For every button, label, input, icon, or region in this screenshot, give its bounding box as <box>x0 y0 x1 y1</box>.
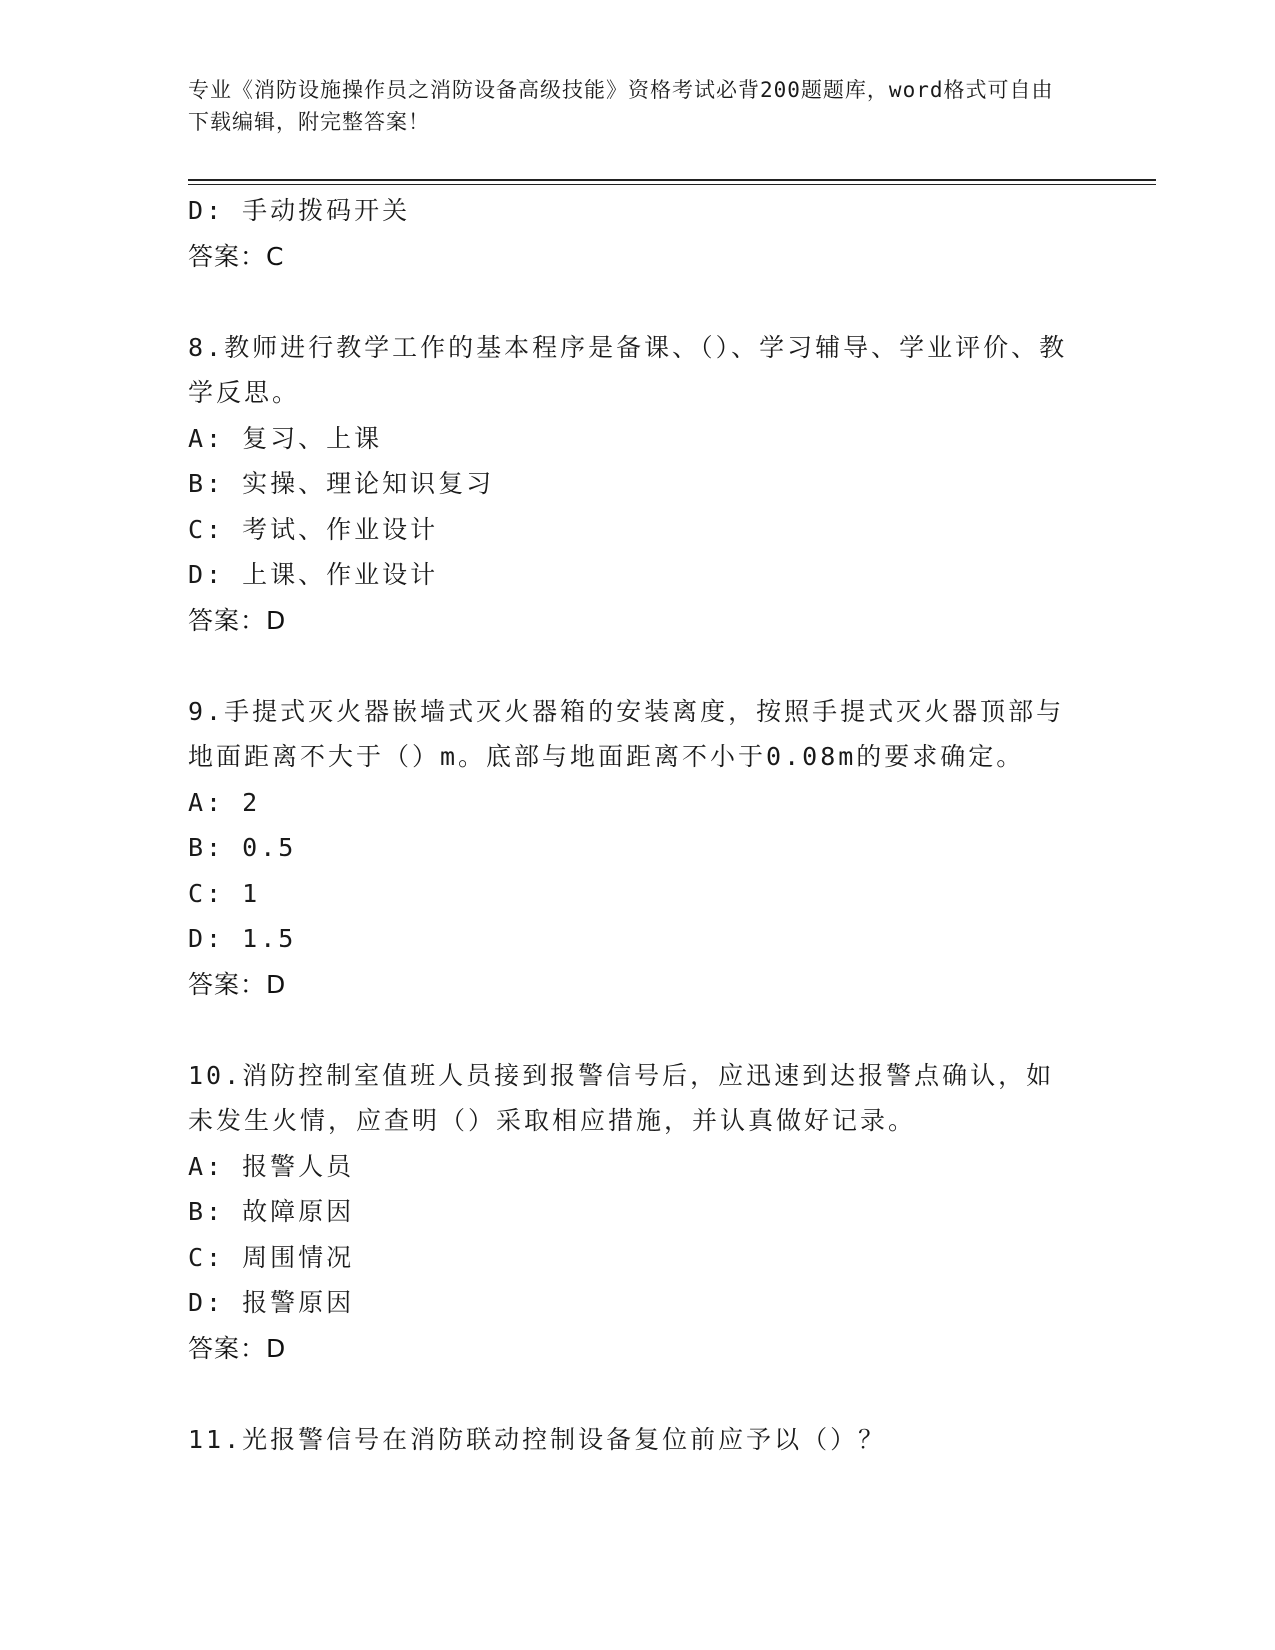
question-10 <box>188 1053 1088 1372</box>
option-a: A: 报警人员 <box>188 1151 355 1181</box>
option-c: C: 1 <box>188 878 261 908</box>
answer-line: 答案：D <box>188 969 287 999</box>
question-11 <box>188 1417 1088 1463</box>
answer-line: 答案：D <box>188 1333 287 1363</box>
option-b: B: 实操、理论知识复习 <box>188 469 495 498</box>
option-d: D: 手动拨码开关 <box>188 196 411 225</box>
spacer <box>188 1007 1088 1053</box>
question-text: 11.光报警信号在消防联动控制设备复位前应予以（）？ <box>188 1424 887 1454</box>
option-c: C: 周围情况 <box>188 1242 355 1272</box>
option-d: D: 1.5 <box>188 924 297 953</box>
spacer <box>188 643 1088 689</box>
option-c: C: 考试、作业设计 <box>188 514 439 544</box>
spacer <box>188 1371 1088 1417</box>
header-divider-thick <box>188 179 1156 181</box>
header-divider-thin <box>188 184 1156 185</box>
answer-line: 答案：C <box>188 241 285 271</box>
option-b: B: 故障原因 <box>188 1197 355 1226</box>
option-b: B: 0.5 <box>188 833 297 862</box>
answer-line: 答案：D <box>188 605 287 635</box>
option-d: D: 报警原因 <box>188 1288 355 1317</box>
question-content <box>188 188 1088 1462</box>
option-a: A: 复习、上课 <box>188 423 383 453</box>
question-text: 8.教师进行教学工作的基本程序是备课、（）、学习辅导、学业评价、教学反思。 <box>188 332 1068 407</box>
document-header: 专业《消防设施操作员之消防设备高级技能》资格考试必背200题题库，word格式可自由下载编辑，附完整答案！ <box>188 78 1054 134</box>
option-a: A: 2 <box>188 787 261 817</box>
spacer <box>188 279 1088 325</box>
prev-question-tail <box>188 188 1088 279</box>
option-d: D: 上课、作业设计 <box>188 560 439 589</box>
question-8 <box>188 325 1088 644</box>
question-text: 10.消防控制室值班人员接到报警信号后，应迅速到达报警点确认，如未发生火情，应查明（）采取相应措施，并认真做好记录。 <box>188 1060 1055 1135</box>
question-9 <box>188 689 1088 1008</box>
question-text: 9.手提式灭火器嵌墙式灭火器箱的安装离度，按照手提式灭火器顶部与地面距离不大于（）m。底部与地面距离不小于0.08m的要求确定。 <box>188 696 1065 771</box>
